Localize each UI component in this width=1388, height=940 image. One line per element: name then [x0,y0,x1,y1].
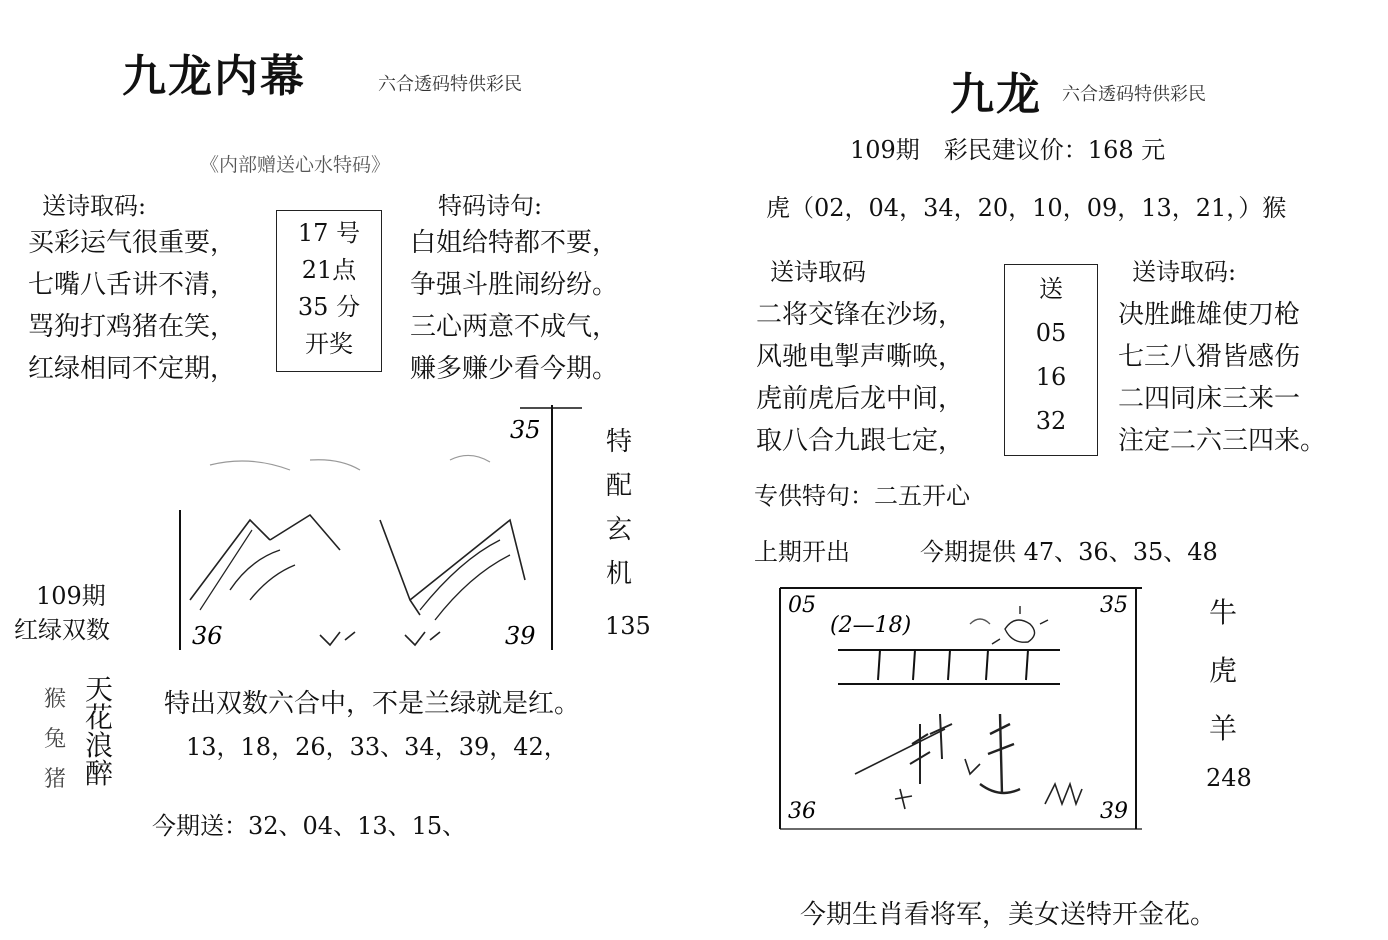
zodiac-char: 虎 [1208,654,1237,687]
left-poem2-line: 三心两意不成气， [410,312,619,342]
left-issue: 109期 [36,582,106,610]
sketch-label-35: 35 [1100,593,1128,618]
left-poem2-line: 赚多赚少看今期。 [410,354,619,384]
left-issue-hint: 红绿双数 [14,616,110,644]
send-number: 32 [1035,407,1067,435]
left-title: 九龙内幕 [122,51,306,102]
phrase-char: 浪 [84,729,113,762]
right-side-number: 248 [1206,764,1252,792]
right-title: 九龙 [950,69,1042,120]
right-send-box [1004,264,1098,456]
sketch-label-39: 39 [1100,799,1128,824]
right-footer: 今期生肖看将军，美女送特开金花。 [800,900,1217,930]
phrase-char: 花 [84,701,113,734]
sketch-label-35: 35 [510,416,541,444]
send-number: 16 [1035,363,1067,391]
left-subtitle: 六合透码特供彩民 [378,74,522,95]
left-poem-line: 七嘴八舌讲不清， [28,270,237,300]
left-draw-time-box [276,210,382,372]
sketch-label-36: 36 [192,622,223,650]
right-last-issue: 上期开出 [754,538,850,566]
draw-day: 17 号 [297,219,361,247]
right-provide: 今期提供 47、36、35、48 [920,538,1218,566]
side-char: 玄 [605,515,632,545]
right-poem-heading-right: 送诗取码: [1132,258,1237,286]
right-poem-line: 取八合九跟七定， [756,426,965,456]
left-poem2-heading: 特码诗句: [438,192,543,220]
left-poem [28,222,236,390]
zodiac-char: 兔 [43,727,66,752]
sketch-label-39: 39 [505,622,536,650]
draw-hour: 21点 [301,256,357,284]
sketch-range: (2—18) [830,613,912,638]
right-subtitle: 六合透码特供彩民 [1062,84,1206,105]
draw-minute: 35 分 [297,293,361,321]
left-gift-note: 《内部赠送心水特码》 [200,154,391,176]
side-char: 配 [605,471,632,501]
left-zodiac-col [40,680,70,800]
right-issue-price: 109期 彩民建议价：168 元 [850,136,1166,164]
right-poem-line: 虎前虎后龙中间， [756,384,965,414]
side-char: 特 [605,427,632,457]
side-char: 机 [605,559,632,589]
right-poem-line: 决胜雌雄使刀枪 [1118,300,1301,330]
right-poem-line: 二四同床三来一 [1118,384,1301,414]
left-poem-heading: 送诗取码: [42,192,147,220]
right-poem-line: 七三八猾皆感伤 [1118,342,1301,372]
left-poem-line: 买彩运气很重要， [28,228,237,258]
zodiac-char: 牛 [1208,596,1237,629]
right-ladder-sketch [770,584,1150,834]
left-poem-line: 骂狗打鸡猪在笑， [28,312,237,342]
left-numbers-line: 13，18，26，33、34，39，42， [186,733,568,761]
right-poem-line: 二将交锋在沙场， [756,300,965,330]
left-side-vertical [604,420,634,596]
right-poem-left [756,294,964,462]
left-poem2-line: 白姐给特都不要， [410,228,619,258]
right-poem-line: 注定二六三四来。 [1118,426,1327,456]
phrase-char: 天 [84,673,113,706]
left-mountain-sketch [170,400,590,655]
phrase-char: 醉 [84,757,113,790]
right-poem-heading-left: 送诗取码 [770,258,866,286]
left-phrase-col [82,673,116,790]
zodiac-char: 猪 [43,767,66,792]
left-special-line: 特出双数六合中，不是兰绿就是红。 [164,689,581,719]
right-zodiac-vertical [1206,584,1240,758]
left-send-line: 今期送：32、04、13、15、 [152,812,467,840]
left-side-number: 135 [605,612,651,640]
left-poem-line: 红绿相同不定期， [28,354,237,384]
zodiac-char: 猴 [43,687,66,712]
left-poem2 [410,222,618,390]
sketch-label-36: 36 [788,799,816,824]
right-tiger-monkey: 虎（02，04，34，20，10，09，13，21，）猴 [766,194,1287,222]
right-special-phrase: 专供特句：二五开心 [754,482,970,510]
send-label: 送 [1039,275,1063,303]
send-number: 05 [1035,319,1067,347]
right-poem-line: 风驰电掣声嘶唤， [756,342,965,372]
sketch-label-05: 05 [788,593,816,618]
zodiac-char: 羊 [1208,712,1237,745]
left-poem2-line: 争强斗胜闹纷纷。 [410,270,619,300]
draw-label: 开奖 [305,330,353,358]
right-poem-right [1118,294,1326,462]
